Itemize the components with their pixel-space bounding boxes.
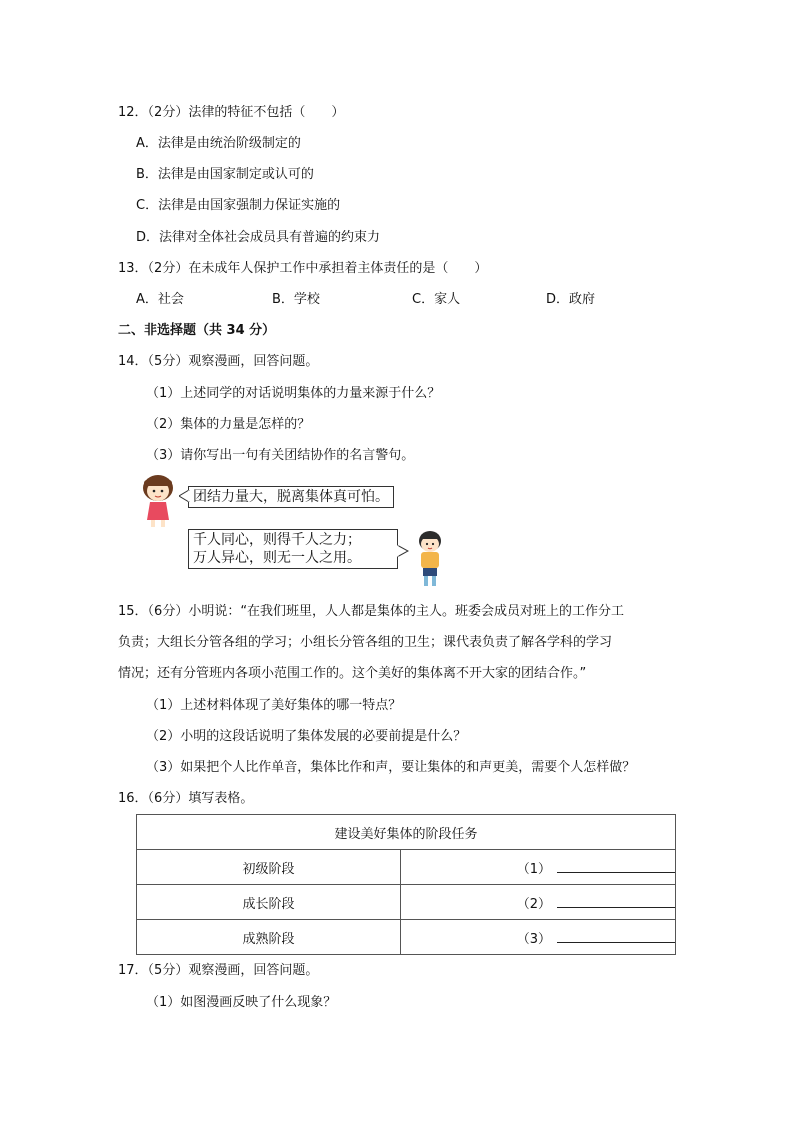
bubble-boy-line2: 万人异心，则无一人之用。 xyxy=(193,550,361,566)
q17-stem: 17．（5分）观察漫画，回答问题。 xyxy=(118,963,319,978)
table-row xyxy=(137,920,676,955)
q13-option-c: C．家人 xyxy=(412,292,461,307)
blank-number: （1） xyxy=(516,861,551,877)
q14-stem: 14．（5分）观察漫画，回答问题。 xyxy=(118,354,319,369)
q13-option-b: B．学校 xyxy=(272,292,320,307)
table-title: 建设美好集体的阶段任务 xyxy=(137,815,676,850)
answer-blank[interactable] xyxy=(557,895,675,908)
cartoon-girl-icon xyxy=(138,474,178,528)
blank-number: （3） xyxy=(516,931,551,947)
q17-sub1: （1）如图漫画反映了什么现象？ xyxy=(146,995,337,1010)
q12-option-d: D．法律对全体社会成员具有普遍的约束力 xyxy=(136,230,381,245)
answer-blank[interactable] xyxy=(557,860,675,873)
q16-stem: 16．（6分）填写表格。 xyxy=(118,791,254,806)
section-title: 二、非选择题（共 34 分） xyxy=(118,323,276,338)
q14-sub3: （3）请你写出一句有关团结协作的名言警句。 xyxy=(146,448,415,463)
q15-sub1: （1）上述材料体现了美好集体的哪一特点？ xyxy=(146,698,402,713)
bubble-tail-right xyxy=(397,545,409,557)
q14-sub2: （2）集体的力量是怎样的？ xyxy=(146,417,311,432)
q15-line3: 情况；还有分管班内各项小范围工作的。这个美好的集体离不开大家的团结合作。” xyxy=(118,666,587,681)
cartoon-boy-icon xyxy=(414,530,446,590)
stage-cell: 成熟阶段 xyxy=(137,920,401,955)
q15-sub2: （2）小明的这段话说明了集体发展的必要前提是什么？ xyxy=(146,729,467,744)
q12-option-c: C．法律是由国家强制力保证实施的 xyxy=(136,198,341,213)
stage-cell: 初级阶段 xyxy=(137,850,401,885)
speech-bubble-girl xyxy=(188,486,394,508)
answer-cell-1[interactable] xyxy=(401,850,676,885)
bubble-boy-line1: 千人同心，则得千人之力； xyxy=(193,532,361,548)
stage-cell: 成长阶段 xyxy=(137,885,401,920)
bubble-girl-text: 团结力量大，脱离集体真可怕。 xyxy=(193,489,389,505)
answer-cell-3[interactable] xyxy=(401,920,676,955)
speech-bubble-boy xyxy=(188,529,398,569)
q12-option-b: B．法律是由国家制定或认可的 xyxy=(136,167,314,182)
stage-task-table xyxy=(136,814,676,955)
q12-option-a: A．法律是由统治阶级制定的 xyxy=(136,136,301,151)
q14-sub1: （1）上述同学的对话说明集体的力量来源于什么？ xyxy=(146,386,441,401)
table-row xyxy=(137,885,676,920)
bubble-tail-left xyxy=(179,490,190,502)
table-row xyxy=(137,850,676,885)
q13-option-d: D．政府 xyxy=(546,292,596,307)
q15-line1: 15．（6分）小明说：“在我们班里，人人都是集体的主人。班委会成员对班上的工作分工 xyxy=(118,604,625,619)
answer-blank[interactable] xyxy=(557,930,675,943)
blank-number: （2） xyxy=(516,896,551,912)
q13-stem: 13．（2分）在未成年人保护工作中承担着主体责任的是（ ） xyxy=(118,261,488,276)
q15-line2: 负责；大组长分管各组的学习；小组长分管各组的卫生；课代表负责了解各学科的学习 xyxy=(118,635,613,650)
q13-option-a: A．社会 xyxy=(136,292,184,307)
q12-stem: 12．（2分）法律的特征不包括（ ） xyxy=(118,105,345,120)
answer-cell-2[interactable] xyxy=(401,885,676,920)
q15-sub3: （3）如果把个人比作单音，集体比作和声，要让集体的和声更美，需要个人怎样做？ xyxy=(146,760,636,775)
